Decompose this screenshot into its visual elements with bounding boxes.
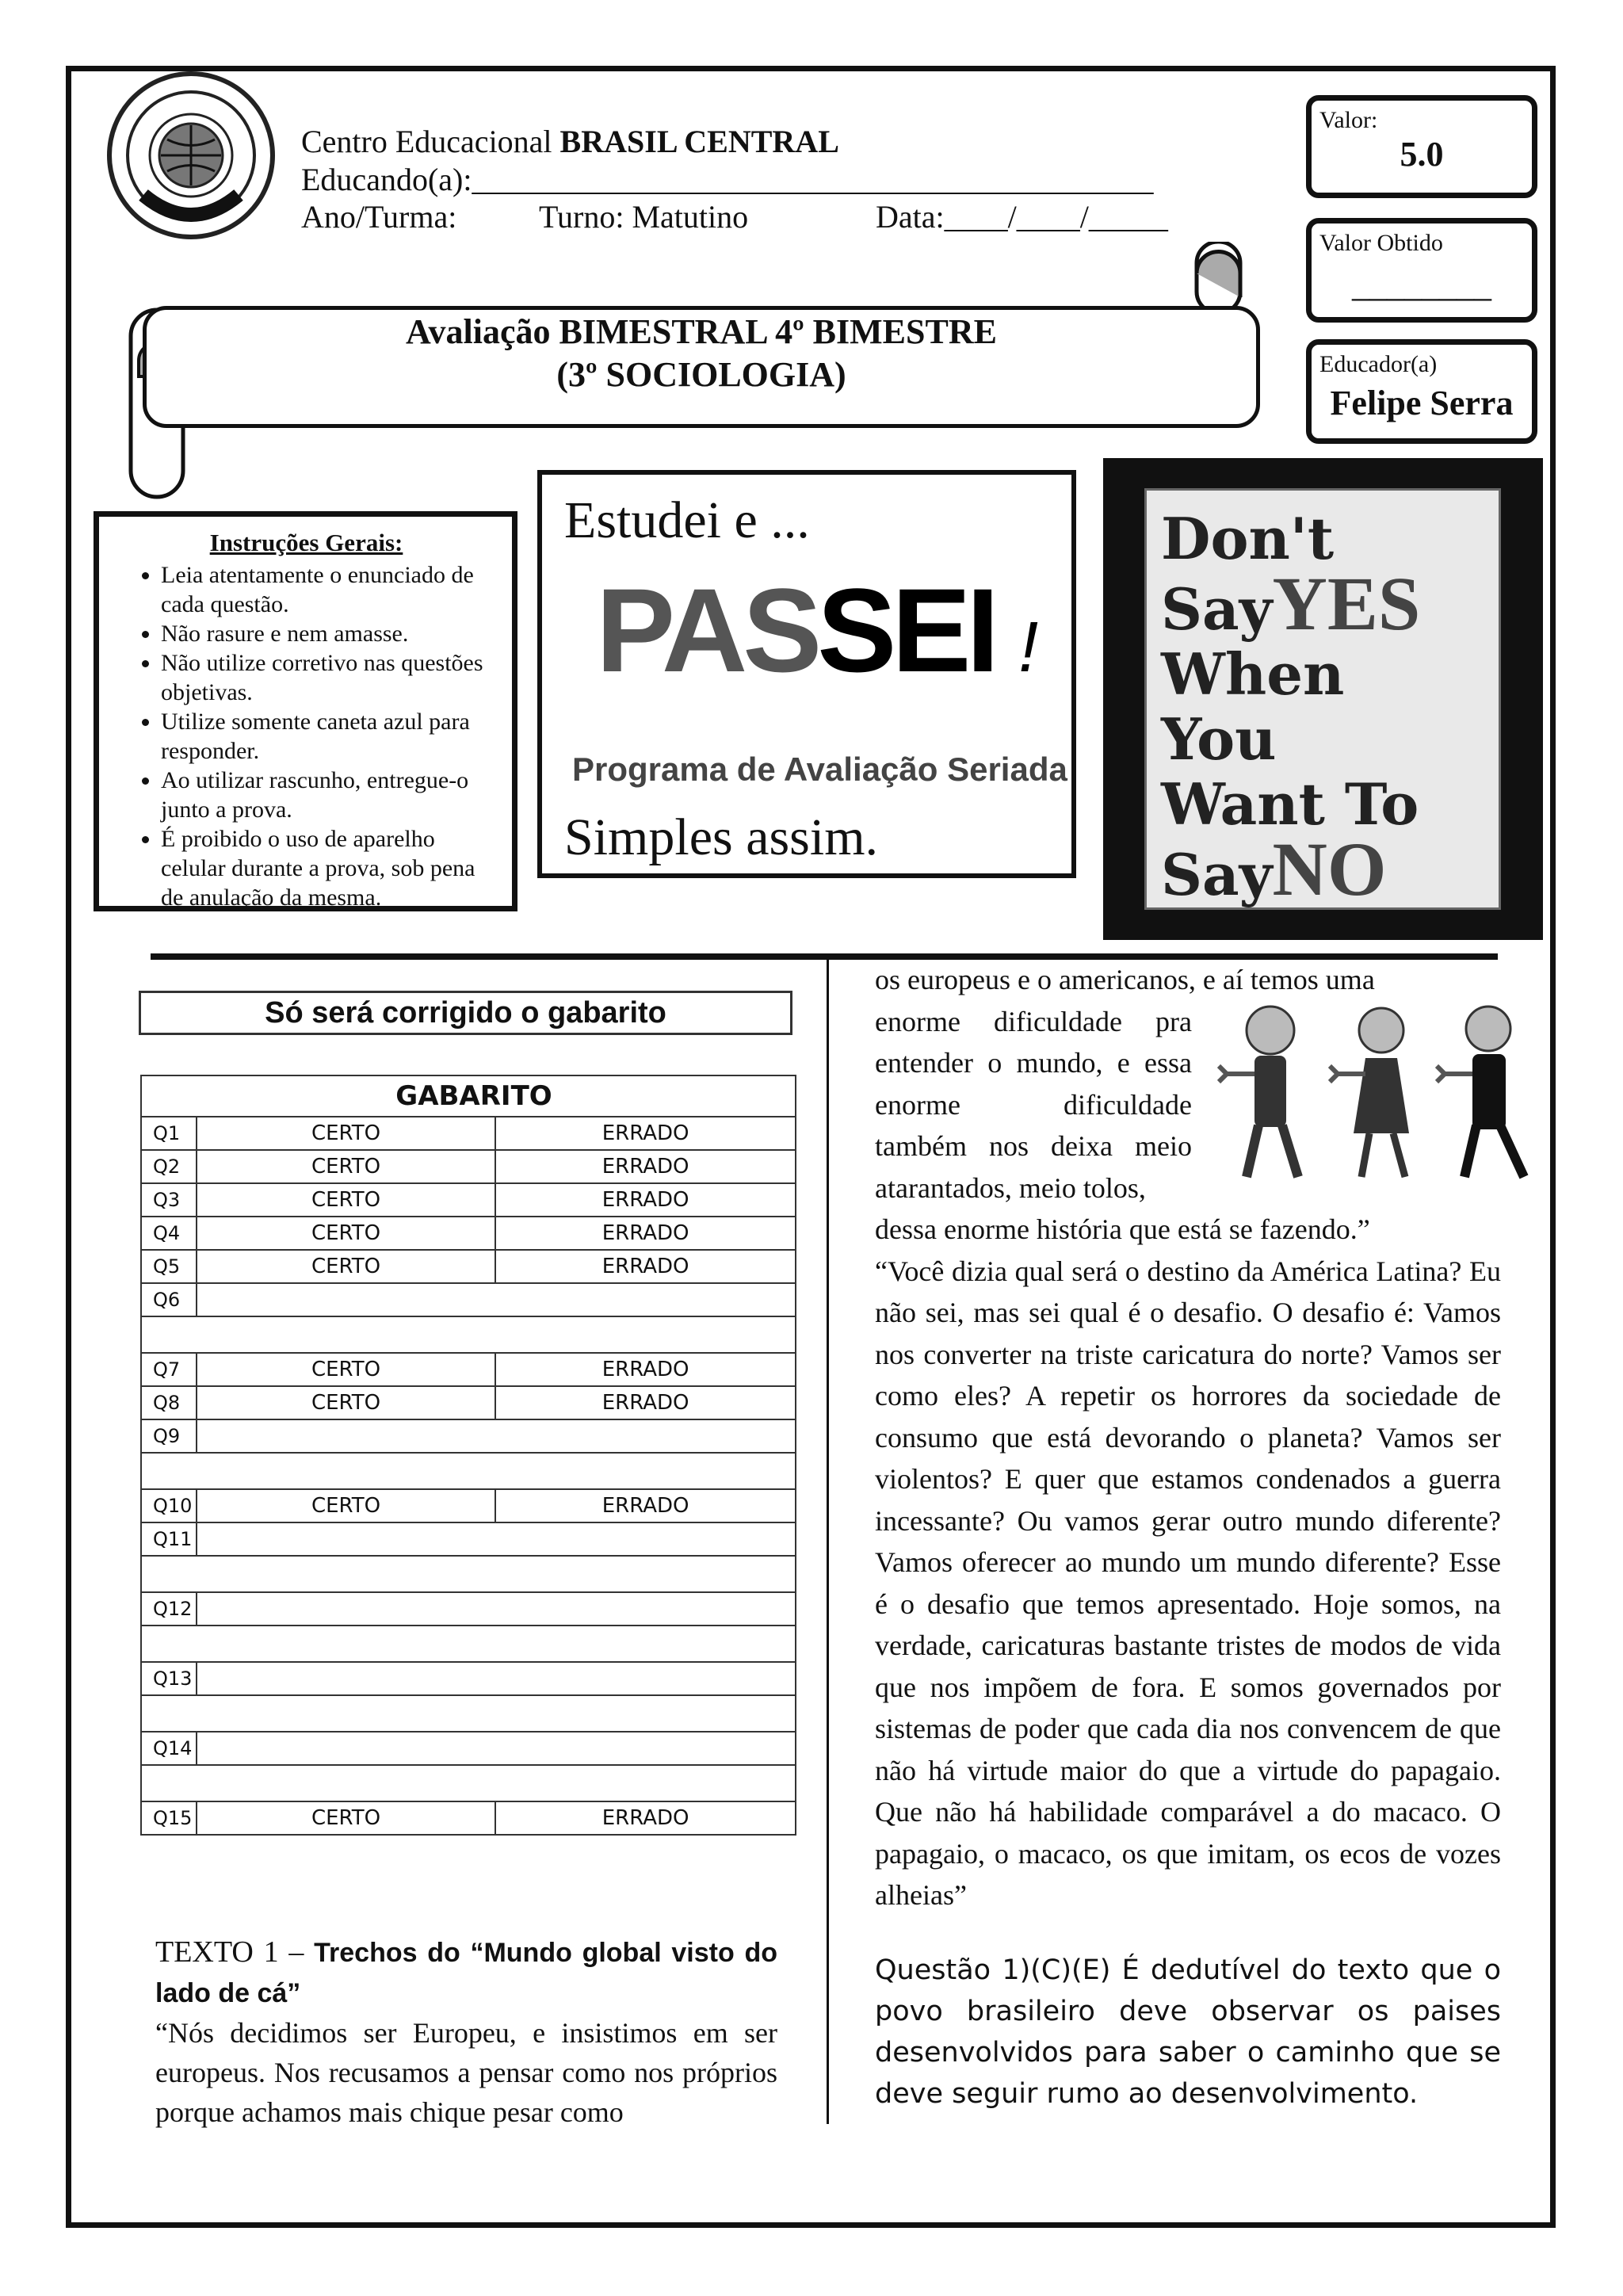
table-row: Q8 CERTO ERRADO bbox=[141, 1386, 796, 1419]
instruction-item: • Ao utilizar rascunho, entregue-o junto a prova. bbox=[161, 766, 498, 824]
obtained-box bbox=[1306, 218, 1537, 323]
table-row: Q9 bbox=[141, 1419, 796, 1453]
text1-heading: TEXTO 1 – Trechos do “Mundo global visto do lado de cá” bbox=[155, 1935, 777, 2008]
table-row: Q4 CERTO ERRADO bbox=[141, 1217, 796, 1250]
certo-option[interactable]: CERTO bbox=[197, 1217, 496, 1250]
answer-field[interactable] bbox=[197, 1662, 796, 1695]
value-label: Valor: bbox=[1319, 107, 1378, 133]
text1-body: “Nós decidimos ser Europeu, e insistimos em ser europeus. Nos recusamos a pensar como nos próprios porque achamos mais chique pesar como bbox=[155, 2017, 777, 2128]
answer-field[interactable] bbox=[197, 1419, 796, 1453]
certo-option[interactable]: CERTO bbox=[197, 1801, 496, 1835]
instructions-box bbox=[94, 511, 517, 911]
instruction-item: • É proibido o uso de aparelho celular durante a prova, sob pena de anulação da mesma. bbox=[161, 824, 498, 912]
shift-label: Turno: Matutino bbox=[539, 199, 749, 235]
table-row: Q7 CERTO ERRADO bbox=[141, 1353, 796, 1386]
errado-option[interactable]: ERRADO bbox=[495, 1489, 796, 1522]
table-row: Q11 bbox=[141, 1522, 796, 1556]
errado-option[interactable]: ERRADO bbox=[495, 1183, 796, 1217]
answer-field[interactable] bbox=[197, 1732, 796, 1765]
poster-text: Don't SayYES When You Want To SayNO bbox=[1144, 488, 1501, 910]
obtained-field[interactable]: ________ bbox=[1352, 266, 1491, 304]
answer-field[interactable] bbox=[141, 1556, 796, 1592]
table-row: Q2 CERTO ERRADO bbox=[141, 1150, 796, 1183]
answer-field[interactable] bbox=[141, 1765, 796, 1801]
errado-option[interactable]: ERRADO bbox=[495, 1217, 796, 1250]
school-logo bbox=[107, 71, 275, 239]
instruction-item: • Não utilize corretivo nas questões objetivas. bbox=[161, 648, 498, 707]
certo-option[interactable]: CERTO bbox=[197, 1250, 496, 1283]
text1-block bbox=[155, 1932, 777, 2132]
instructions-list bbox=[115, 560, 498, 912]
answer-field[interactable] bbox=[141, 1316, 796, 1353]
instruction-item: • Não rasure e nem amasse. bbox=[161, 619, 498, 648]
table-row: Q12 bbox=[141, 1592, 796, 1626]
table-row: Q6 bbox=[141, 1283, 796, 1316]
certo-option[interactable]: CERTO bbox=[197, 1386, 496, 1419]
student-field[interactable]: Educando(a):___________________________________________ bbox=[301, 162, 1154, 197]
table-row: Q10 CERTO ERRADO bbox=[141, 1489, 796, 1522]
answer-field[interactable] bbox=[197, 1592, 796, 1626]
column-divider bbox=[827, 959, 829, 2124]
obtained-label: Valor Obtido bbox=[1319, 230, 1443, 256]
errado-option[interactable]: ERRADO bbox=[495, 1150, 796, 1183]
table-row: Q14 bbox=[141, 1732, 796, 1765]
passei-logo: PASSEI ! bbox=[596, 563, 1034, 697]
text1-continuation: os europeus e o americanos, e aí temos uma enorme dificuldade pra entender o mundo, e essa enorme dificuldade também nos deixa meio atarantados, meio tolos, dessa enorme história que está se fazendo.” “Você dizia qual será o destino da América Latina? Eu não sei, mas sei qual é o desafio. O desafio é: Vamos nos converter na triste caricatura do norte? Vamos ser como eles? A repetir os horrores da sociedade de consumo que está devorando o planeta? Vamos ser violentos? E quer que estamos condenados a guerra incessante? Ou vamos gerar outro mundo diferente? Vamos oferecer ao mundo um mundo diferente? Esse é o desafio que temos apresentado. Hoje somos, na verdade, caricaturas bastante tristes de modos de vida que nos impõem de fora. E somos governados por sistemas de poder que cada dia nos convencem de que não há virtude maior do que a virtude do papagaio. Que não há habilidade comparável a do macaco. O papagaio, o macaco, os que imitam, os ecos de vozes alheias” bbox=[875, 964, 1501, 1911]
school-name: BRASIL CENTRAL bbox=[559, 124, 839, 159]
answer-field[interactable] bbox=[197, 1522, 796, 1556]
table-row: Q5 CERTO ERRADO bbox=[141, 1250, 796, 1283]
table-row: Q13 bbox=[141, 1662, 796, 1695]
school-seal-icon bbox=[112, 76, 270, 235]
class-label: Ano/Turma: bbox=[301, 199, 457, 235]
table-row: Q3 CERTO ERRADO bbox=[141, 1183, 796, 1217]
school-line: Centro Educacional BRASIL CENTRAL bbox=[301, 124, 839, 159]
certo-option[interactable]: CERTO bbox=[197, 1489, 496, 1522]
date-field[interactable]: Data:____/____/_____ bbox=[876, 199, 1168, 235]
table-row: Q15 CERTO ERRADO bbox=[141, 1801, 796, 1835]
errado-option[interactable]: ERRADO bbox=[495, 1117, 796, 1150]
passei-program: Programa de Avaliação Seriada bbox=[572, 751, 1067, 788]
answer-field[interactable] bbox=[141, 1626, 796, 1662]
correction-notice: Só será corrigido o gabarito bbox=[139, 991, 792, 1035]
answer-field[interactable] bbox=[141, 1453, 796, 1489]
instructions-title: Instruções Gerais: bbox=[209, 529, 403, 556]
instruction-item: • Leia atentamente o enunciado de cada questão. bbox=[161, 560, 498, 619]
passei-bottom-text: Simples assim. bbox=[564, 808, 879, 866]
exam-title: Avaliação BIMESTRAL 4º BIMESTRE (3º SOCIOLOGIA) bbox=[406, 312, 997, 394]
instruction-item: • Utilize somente caneta azul para responder. bbox=[161, 707, 498, 766]
table-row: Q1 CERTO ERRADO bbox=[141, 1117, 796, 1150]
value-box bbox=[1306, 95, 1537, 198]
answer-field[interactable] bbox=[197, 1283, 796, 1316]
teacher-label: Educador(a) bbox=[1319, 351, 1438, 377]
certo-option[interactable]: CERTO bbox=[197, 1150, 496, 1183]
errado-option[interactable]: ERRADO bbox=[495, 1250, 796, 1283]
passei-top-text: Estudei e ... bbox=[564, 491, 810, 549]
certo-option[interactable]: CERTO bbox=[197, 1353, 496, 1386]
answer-table-title: GABARITO bbox=[141, 1075, 796, 1117]
passei-box bbox=[537, 470, 1076, 878]
teacher-box bbox=[1306, 339, 1537, 444]
errado-option[interactable]: ERRADO bbox=[495, 1801, 796, 1835]
certo-option[interactable]: CERTO bbox=[197, 1183, 496, 1217]
errado-option[interactable]: ERRADO bbox=[495, 1353, 796, 1386]
answer-table bbox=[140, 1075, 796, 1836]
value: 5.0 bbox=[1400, 135, 1444, 174]
poster-image bbox=[1103, 458, 1543, 940]
errado-option[interactable]: ERRADO bbox=[495, 1386, 796, 1419]
answer-field[interactable] bbox=[141, 1695, 796, 1732]
question-1: Questão 1)(C)(E) É dedutível do texto que o povo brasileiro deve observar os paises desenvolvidos para saber o caminho que se deve seguir rumo ao desenvolvimento. bbox=[875, 1954, 1501, 2110]
teacher-name: Felipe Serra bbox=[1330, 384, 1514, 422]
certo-option[interactable]: CERTO bbox=[197, 1117, 496, 1150]
